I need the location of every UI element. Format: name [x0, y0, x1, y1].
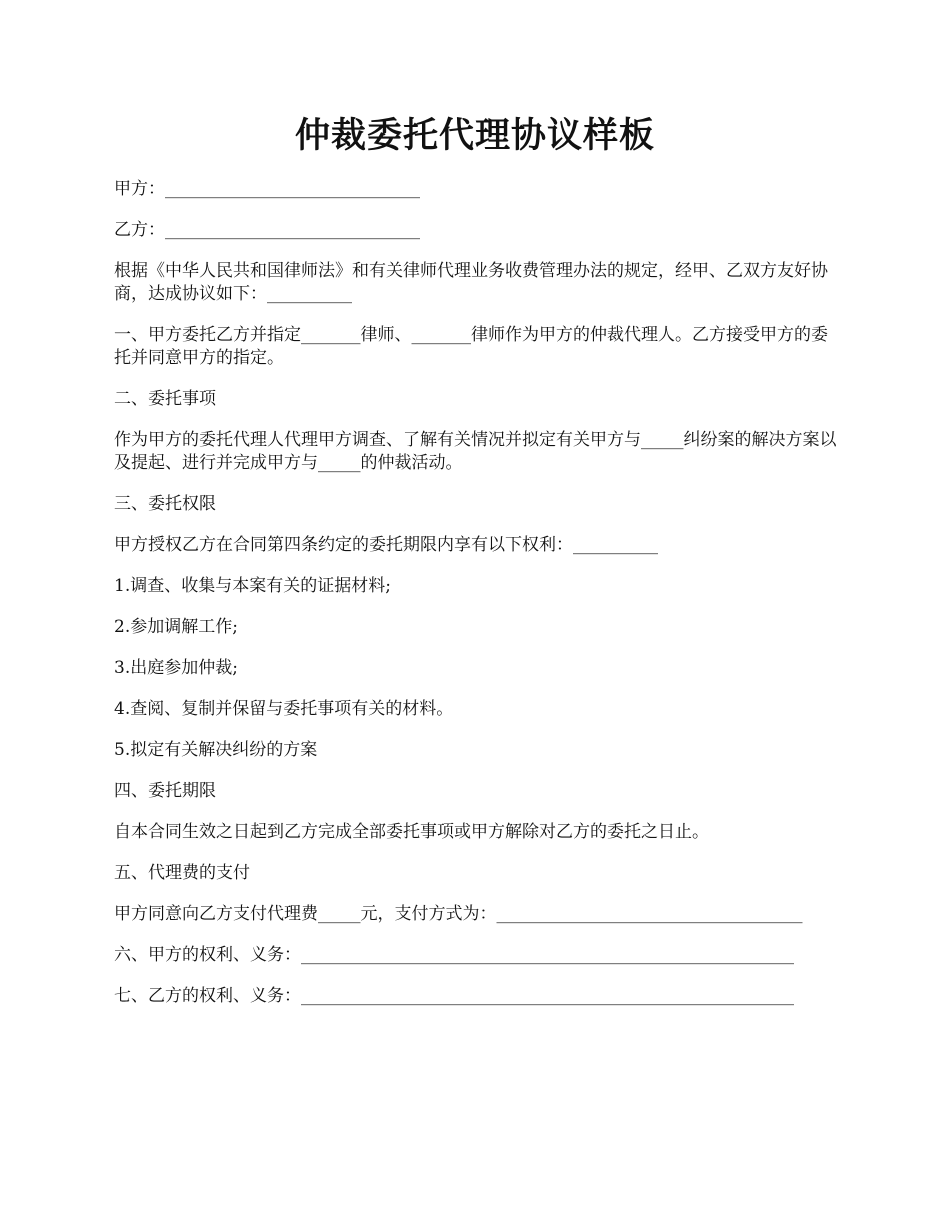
- authority-item-2: 2.参加调解工作;: [114, 617, 238, 637]
- document-body: [114, 178, 840, 1026]
- party-b-rights-line: 七、乙方的权利、义务：__________________________________________________________: [114, 986, 794, 1006]
- authority-paragraph: 甲方授权乙方在合同第四条约定的委托期限内享有以下权利：__________: [114, 535, 658, 555]
- clause-1-paragraph: 一、甲方委托乙方并指定_______律师、_______律师作为甲方的仲裁代理人。乙方接受甲方的委托并同意甲方的指定。: [114, 325, 828, 368]
- section-heading-entrusted-matters: 二、委托事项: [114, 389, 216, 409]
- authority-item-3: 3.出庭参加仲裁;: [114, 658, 238, 678]
- document-title: 仲裁委托代理协议样板: [294, 115, 655, 156]
- authority-item-1: 1.调查、收集与本案有关的证据材料;: [114, 576, 391, 596]
- section-heading-authority: 三、委托权限: [114, 494, 216, 514]
- term-paragraph: 自本合同生效之日起到乙方完成全部委托事项或甲方解除对乙方的委托之日止。: [114, 822, 709, 842]
- fee-payment-paragraph: 甲方同意向乙方支付代理费_____元，支付方式为：____________________________________: [114, 904, 803, 924]
- section-heading-fee-payment: 五、代理费的支付: [114, 863, 250, 883]
- party-a-rights-line: 六、甲方的权利、义务：__________________________________________________________: [114, 945, 794, 965]
- authority-item-4: 4.查阅、复制并保留与委托事项有关的材料。: [114, 699, 454, 719]
- authority-item-5: 5.拟定有关解决纠纷的方案: [114, 740, 318, 760]
- party-b-line: 乙方：______________________________: [114, 220, 420, 240]
- party-a-line: 甲方：______________________________: [114, 179, 420, 199]
- section-heading-term: 四、委托期限: [114, 781, 216, 801]
- entrusted-matters-paragraph: 作为甲方的委托代理人代理甲方调查、了解有关情况并拟定有关甲方与_____纠纷案的解决方案以及提起、进行并完成甲方与_____的仲裁活动。: [114, 430, 837, 473]
- preamble-paragraph: 根据《中华人民共和国律师法》和有关律师代理业务收费管理办法的规定，经甲、乙双方友好协商，达成协议如下：__________: [114, 261, 828, 304]
